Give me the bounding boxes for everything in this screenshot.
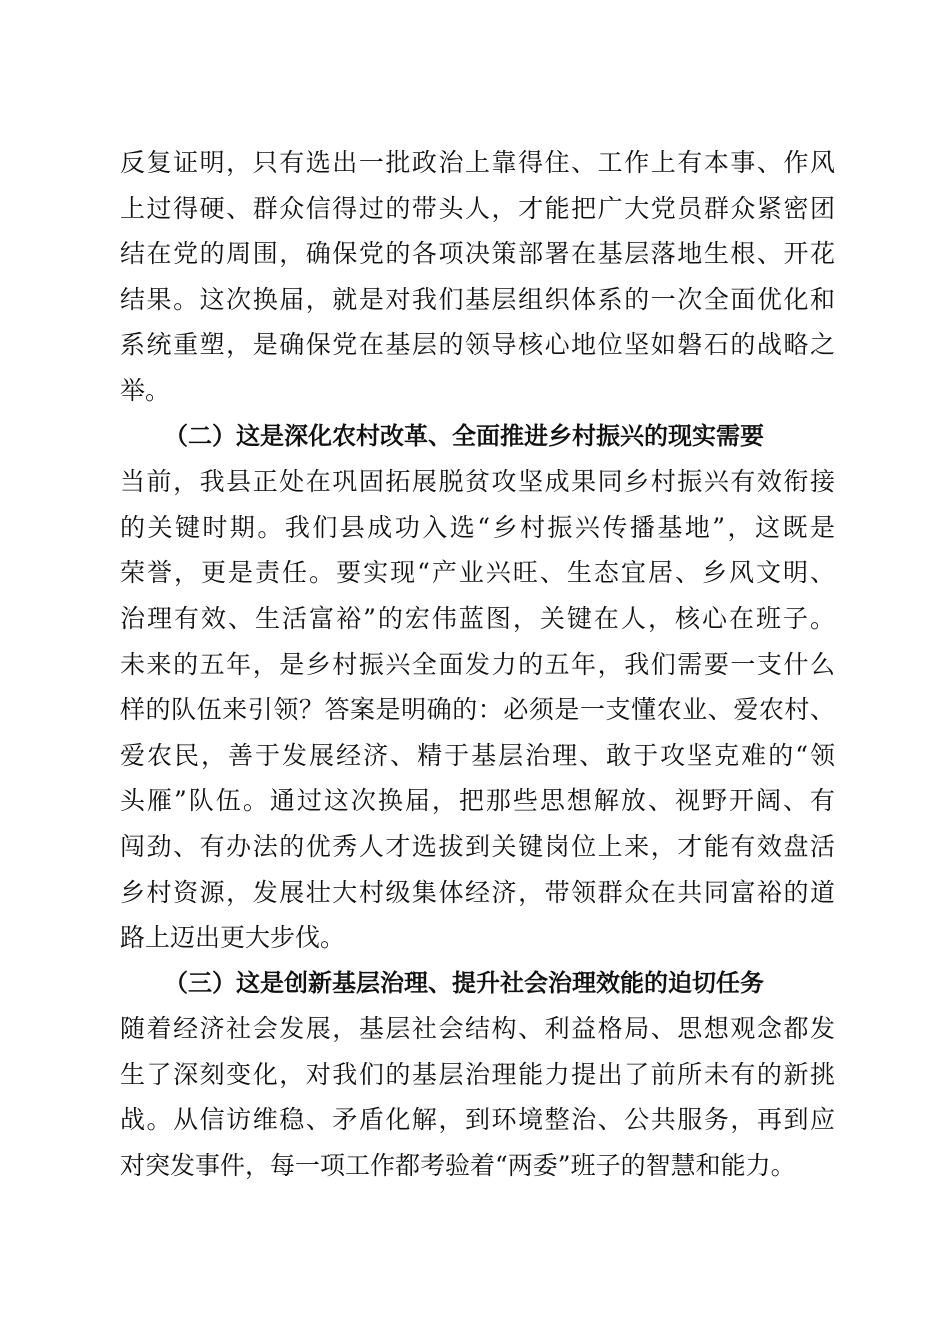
text-line: 乡村资源，发展壮大村级集体经济，带领群众在共同富裕的道 — [120, 877, 835, 907]
text-line: 随着经济社会发展，基层社会结构、利益格局、思想观念都发 — [120, 1014, 835, 1044]
text-line: 生了深刻变化，对我们的基层治理能力提出了前所未有的新挑 — [120, 1059, 835, 1089]
text-line: 当前，我县正处在巩固拓展脱贫攻坚成果同乡村振兴有效衔接 — [120, 467, 835, 497]
text-line: 未来的五年，是乡村振兴全面发力的五年，我们需要一支什么 — [120, 649, 835, 679]
text-line: 战。从信访维稳、矛盾化解，到环境整治、公共服务，再到应 — [120, 1105, 835, 1135]
paragraph-grassroots-governance — [120, 1006, 835, 1188]
text-line: 头雁”队伍。通过这次换届，把那些思想解放、视野开阔、有 — [120, 786, 835, 816]
paragraph-continuation — [120, 140, 835, 414]
text-line: 闯劲、有办法的优秀人才选拔到关键岗位上来，才能有效盘活 — [120, 831, 835, 861]
text-line: 荣誉，更是责任。要实现“产业兴旺、生态宜居、乡风文明、 — [120, 558, 835, 588]
text-line: 治理有效、生活富裕”的宏伟蓝图，关键在人，核心在班子。 — [120, 603, 835, 633]
text-line: 样的队伍来引领？答案是明确的：必须是一支懂农业、爱农村、 — [120, 695, 835, 725]
text-line: 结在党的周围，确保党的各项决策部署在基层落地生根、开花 — [120, 239, 835, 269]
text-line: 结果。这次换届，就是对我们基层组织体系的一次全面优化和 — [120, 284, 835, 314]
text-line: 反复证明，只有选出一批政治上靠得住、工作上有本事、作风 — [120, 148, 835, 177]
text-line: 的关键时期。我们县成功入选“乡村振兴传播基地”，这既是 — [120, 512, 835, 542]
text-line: 爱农民，善于发展经济、精于基层治理、敢于攻坚克难的“领 — [120, 740, 835, 770]
text-line: 系统重塑，是确保党在基层的领导核心地位坚如磐石的战略之 — [120, 330, 835, 360]
paragraph-rural-revitalization — [120, 459, 835, 961]
document-body — [120, 140, 835, 1189]
section-heading-2: （二）这是深化农村改革、全面推进乡村振兴的现实需要 — [164, 421, 764, 450]
text-line: 路上迈出更大步伐。 — [120, 923, 346, 953]
text-line: 上过得硬、群众信得过的带头人，才能把广大党员群众紧密团 — [120, 193, 835, 223]
text-line: 举。 — [120, 375, 171, 405]
text-line: 对突发事件，每一项工作都考验着“两委”班子的智慧和能力。 — [120, 1151, 796, 1181]
section-heading-3: （三）这是创新基层治理、提升社会治理效能的迫切任务 — [164, 968, 764, 997]
